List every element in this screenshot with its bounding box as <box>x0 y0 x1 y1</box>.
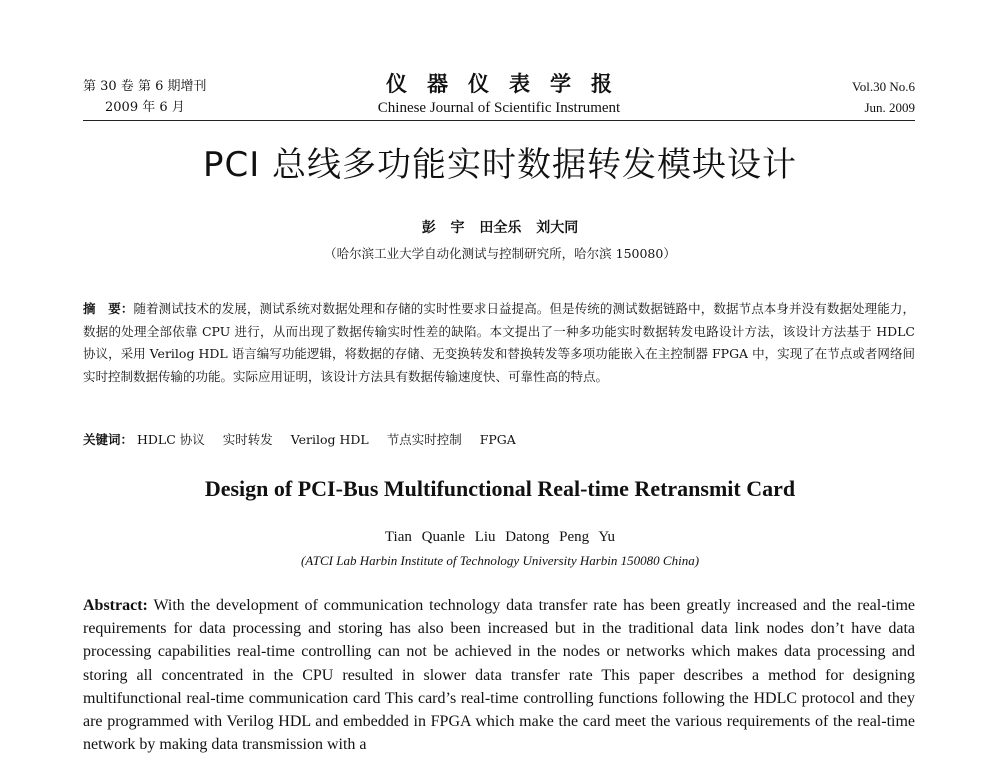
volume-number-en: Vol.30 No.6 <box>852 79 915 94</box>
authors-cn: 彭 宇 田全乐 刘大同 <box>421 220 579 236</box>
keyword: 节点实时控制 <box>386 432 462 447</box>
authors-en: Tian Quanle Liu Datong Peng Yu <box>384 529 616 545</box>
abstract-cn-text: 随着测试技术的发展，测试系统对数据处理和存储的实时性要求日益提高。但是传统的测试数据链路中，数据节点本身并没有数据处理能力，数据的处理全部依靠 CPU 进行，从而出现了数据传输实时性差的缺陷。本文提出了一种多功能实时数据转发电路设计方法，该设计方法基于 HDLC 协议，采用 Verilog HDL 语言编写功能逻辑，将数据的存储、无变换转发和替换转发等多项功能嵌入在主控制器 FPGA 中，实现了在节点或者网络间实时控制数据传输的功能。实际应用证明，该设计方法具有数据传输速度快、可靠性高的特点。 <box>83 301 915 384</box>
keyword: 实时转发 <box>222 432 273 447</box>
abstract-en <box>83 594 915 760</box>
abstract-en-label: Abstract: <box>83 597 148 614</box>
volume-issue: 第 30 卷 第 6 期增刊 <box>83 79 207 94</box>
keywords-cn <box>83 430 915 450</box>
keyword: Verilog HDL <box>290 432 369 447</box>
volume-info-en <box>852 76 915 118</box>
abstract-cn-label: 摘 要： <box>83 301 134 316</box>
journal-name-en: Chinese Journal of Scientific Instrument <box>377 100 621 116</box>
abstract-cn <box>83 298 915 388</box>
keyword: FPGA <box>479 432 516 447</box>
publication-date-en: Jun. 2009 <box>864 100 915 115</box>
paper-title-en: Design of PCI-Bus Multifunctional Real-time Retransmit Card <box>204 476 796 501</box>
keyword: HDLC 协议 <box>137 432 205 447</box>
publication-date-cn: 2009 年 6 月 <box>105 100 185 115</box>
header-rule <box>83 120 915 121</box>
journal-name-cn: 仪器仪表学报 <box>386 71 632 96</box>
journal-name <box>83 70 915 118</box>
keywords-cn-label: 关键词： <box>83 432 134 447</box>
paper-title-cn: PCI 总线多功能实时数据转发模块设计 <box>202 145 798 185</box>
affiliation-en: (ATCI Lab Harbin Institute of Technology University Harbin 150080 China) <box>300 553 700 568</box>
running-header <box>83 70 915 126</box>
affiliation-cn: （哈尔滨工业大学自动化测试与控制研究所，哈尔滨 150080） <box>324 246 676 261</box>
abstract-en-text: With the development of communication technology data transfer rate has been greatly increased and the real-time requirements for data processing and storing has also been increased but in the traditional data link nodes don’t have data processing capabilities real-time controlling can not be achieved in the nodes or networks which makes data processing and storing all concentrated in the CPU resulted in slower data transfer rate This paper describes a method for designing multifunctional real-time communication card This card’s real-time controlling functions following the HDLC protocol and they are programmed with Verilog HDL and embedded in FPGA which make the card meet the various requirements of the real-time network by making data transmission with a <box>83 597 915 754</box>
